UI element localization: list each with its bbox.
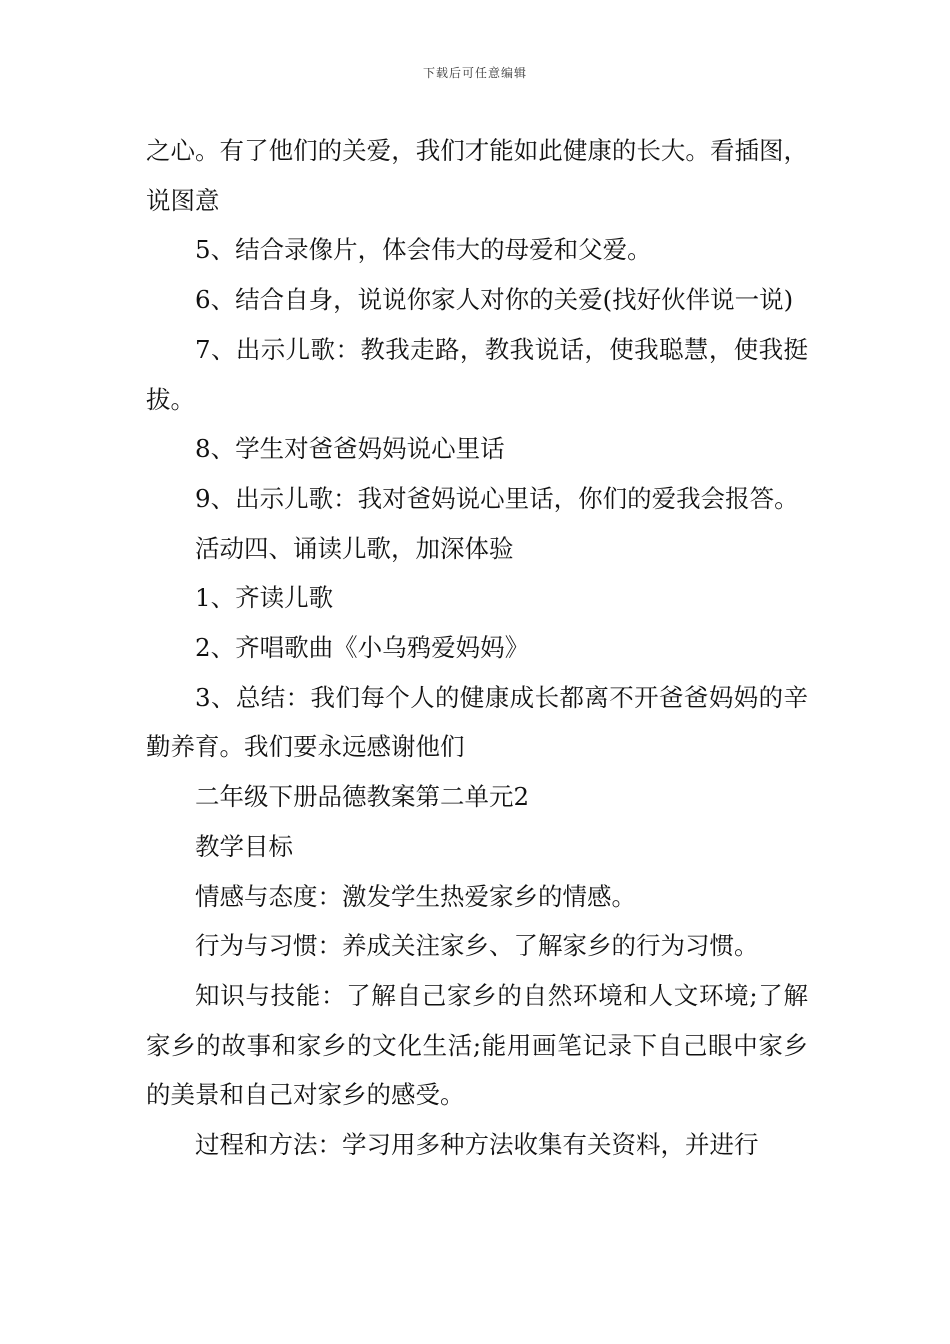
paragraph-8: 1、齐读儿歌 [195,583,334,613]
paragraph-2: 5、结合录像片，体会伟大的母爱和父爱。 [195,235,652,265]
paragraph-1: 之心。有了他们的关爱，我们才能如此健康的长大。看插图，说图意 [146,136,808,215]
paragraph-13: 情感与态度：激发学生热爱家乡的情感。 [195,881,636,911]
paragraph-6: 9、出示儿歌：我对爸妈说心里话，你们的爱我会报答。 [195,483,799,513]
paragraph-5: 8、学生对爸爸妈妈说心里话 [195,434,505,464]
page-header-note: 下载后可任意编辑 [422,66,527,80]
paragraph-11: 二年级下册品德教案第二单元2 [195,782,530,812]
paragraph-15: 知识与技能：了解自己家乡的自然环境和人文环境;了解家乡的故事和家乡的文化生活;能用画笔记录下自己眼中家乡的美景和自己对家乡的感受。 [146,980,808,1110]
paragraph-3: 6、结合自身，说说你家人对你的关爱(找好伙伴说一说) [195,285,794,315]
paragraph-14: 行为与习惯：养成关注家乡、了解家乡的行为习惯。 [195,931,759,961]
paragraph-12: 教学目标 [195,831,293,861]
paragraph-7: 活动四、诵读儿歌，加深体验 [195,533,514,563]
paragraph-9: 2、齐唱歌曲《小乌鸦爱妈妈》 [195,633,530,663]
paragraph-10: 3、总结：我们每个人的健康成长都离不开爸爸妈妈的辛勤养育。我们要永远感谢他们 [146,682,808,762]
paragraph-4: 7、出示儿歌：教我走路，教我说话，使我聪慧，使我挺拔。 [146,334,808,414]
paragraph-16: 过程和方法：学习用多种方法收集有关资料，并进行 [195,1130,759,1160]
document-body [146,126,808,1170]
